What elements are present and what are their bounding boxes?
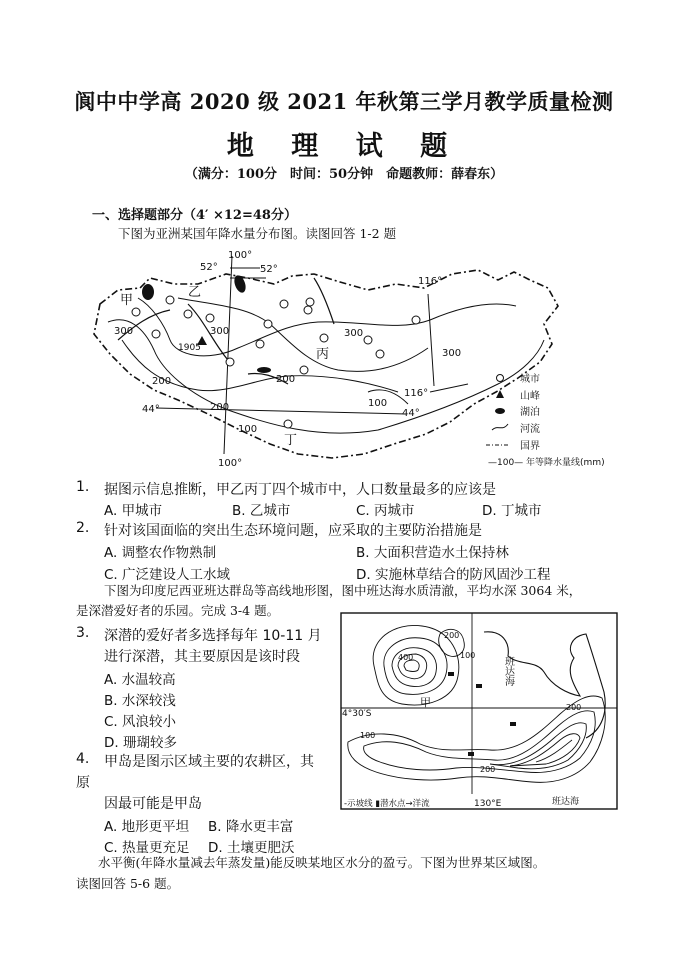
map1-label-c300d: 300 (442, 348, 462, 359)
legend-isohyet: —100— 年等降水量线(mm) (488, 458, 605, 468)
q4-option-c: C. 热量更充足 (104, 840, 190, 856)
q4-line2: 原 (76, 775, 90, 791)
map2-label-lat: 4°30′S (342, 709, 372, 719)
exam-school-title: 阆中中学高 2020 级 2021 年秋第三学月教学质量检测 (74, 89, 614, 114)
map2-label-bandahai-vertical: 班达海 (502, 656, 514, 686)
map1-label-c100b: 100 (368, 398, 388, 409)
map2-label-c200b: 200 (480, 765, 496, 774)
q3-line1: 深潜的爱好者多选择每年 10-11 月 (104, 628, 322, 644)
map1-label-lat52b: 52° (260, 264, 278, 275)
map1-label-jia: 甲 (120, 293, 134, 308)
q4-option-a: A. 地形更平坦 (104, 819, 190, 835)
q1-option-a: A. 甲城市 (104, 503, 163, 519)
map2-label-c200c: 200 (566, 703, 582, 712)
q1-option-c: C. 丙城市 (356, 503, 415, 519)
map1-label-peak: 1905 (178, 343, 201, 353)
legend-lake: 湖泊 (520, 407, 540, 418)
q2-option-a: A. 调整农作物熟制 (104, 545, 217, 561)
map2-legend: -示坡线 ▮潜水点→洋流 (344, 799, 430, 809)
map1-label-c200b: 200 (276, 374, 296, 385)
q2-option-b: B. 大面积营造水土保持林 (356, 545, 509, 561)
map2-label-jia: 甲 (420, 696, 431, 709)
q2-number: 2. (76, 520, 90, 536)
map1-label-c100a: 100 (238, 424, 258, 435)
q3-option-a: A. 水温较高 (104, 672, 176, 688)
q2-text: 针对该国面临的突出生态环境问题，应采取的主要防治措施是 (104, 523, 482, 539)
map1-intro: 下图为亚洲某国年降水量分布图。读图回答 1-2 题 (118, 226, 397, 241)
q3-number: 3. (76, 625, 90, 641)
map2-label-bandahai: 班达海 (552, 797, 580, 807)
q56-intro-line2: 读图回答 5-6 题。 (76, 876, 180, 891)
q56-intro-line1: 水平衡(年降水量减去年蒸发量)能反映某地区水分的盈亏。下图为世界某区域图。 (98, 855, 546, 870)
map1-label-bing: 丙 (316, 347, 330, 362)
map1-label-yi: 乙 (188, 285, 202, 300)
legend-border: 国界 (520, 441, 540, 452)
q2-option-d: D. 实施林草结合的防风固沙工程 (356, 567, 551, 583)
banda-contour-map (340, 612, 618, 810)
map2-intro-line2: 是深潜爱好者的乐园。完成 3-4 题。 (76, 603, 280, 618)
q4-line1: 甲岛是图示区域主要的农耕区，其 (104, 754, 314, 770)
q4-number: 4. (76, 751, 90, 767)
map1-label-ding: 丁 (284, 433, 298, 448)
q1-text: 据图示信息推断，甲乙丙丁四个城市中，人口数量最多的应该是 (104, 482, 496, 498)
q3-option-d: D. 珊瑚较多 (104, 735, 177, 751)
map1-legend (486, 372, 605, 468)
legend-city: 城市 (520, 374, 540, 385)
map2-label-lon: 130°E (474, 799, 502, 809)
q2-option-c: C. 广泛建设人工水域 (104, 567, 231, 583)
q1-option-b: B. 乙城市 (232, 503, 291, 519)
q1-option-d: D. 丁城市 (482, 503, 542, 519)
map1-label-c200c: 200 (210, 402, 230, 413)
map1-label-lon100bot: 100° (218, 458, 243, 469)
legend-river: 河流 (520, 424, 540, 435)
country-border (94, 270, 558, 458)
map1-label-lat52a: 52° (200, 262, 218, 273)
q1-number: 1. (76, 479, 90, 495)
exam-info: （满分：100分 时间：50分钟 命题教师：薛春东） (184, 167, 504, 182)
map1-label-lon116bot: 116° (404, 388, 429, 399)
q3-line2: 进行深潜，其主要原因是该时段 (104, 649, 300, 665)
map2-label-c200a: 200 (444, 631, 460, 640)
map2-intro-line1: 下图为印度尼西亚班达群岛等高线地形图，图中班达海水质清澈，平均水深 3064 米， (104, 583, 582, 598)
q4-line3: 因最可能是甲岛 (104, 796, 202, 812)
legend-peak: 山峰 (520, 391, 540, 402)
precipitation-map (78, 244, 618, 472)
q4-option-d: D. 土壤更肥沃 (208, 840, 295, 856)
section-heading: 一、选择题部分（4′ ×12=48分） (92, 208, 297, 223)
map1-label-c200a: 200 (152, 376, 172, 387)
legend-river-icon (492, 424, 508, 430)
legend-lake-icon (495, 408, 505, 414)
map1-label-c300b: 300 (210, 326, 230, 337)
q3-option-b: B. 水深较浅 (104, 693, 176, 709)
exam-subject-title: 地 理 试 题 (226, 131, 462, 162)
map1-label-lat44b: 44° (402, 408, 420, 419)
map2-label-c100b: 100 (460, 651, 476, 660)
map1-label-lat44a: 44° (142, 404, 160, 415)
map2-label-c400: 400 (398, 653, 414, 662)
map1-label-c300c: 300 (344, 328, 364, 339)
map1-label-lon100top: 100° (228, 250, 253, 261)
q4-option-b: B. 降水更丰富 (208, 819, 294, 835)
q3-option-c: C. 风浪较小 (104, 714, 177, 730)
map2-label-c100a: 100 (360, 731, 376, 740)
map1-label-c300a: 300 (114, 326, 134, 337)
map1-label-lon116top: 116° (418, 276, 443, 287)
